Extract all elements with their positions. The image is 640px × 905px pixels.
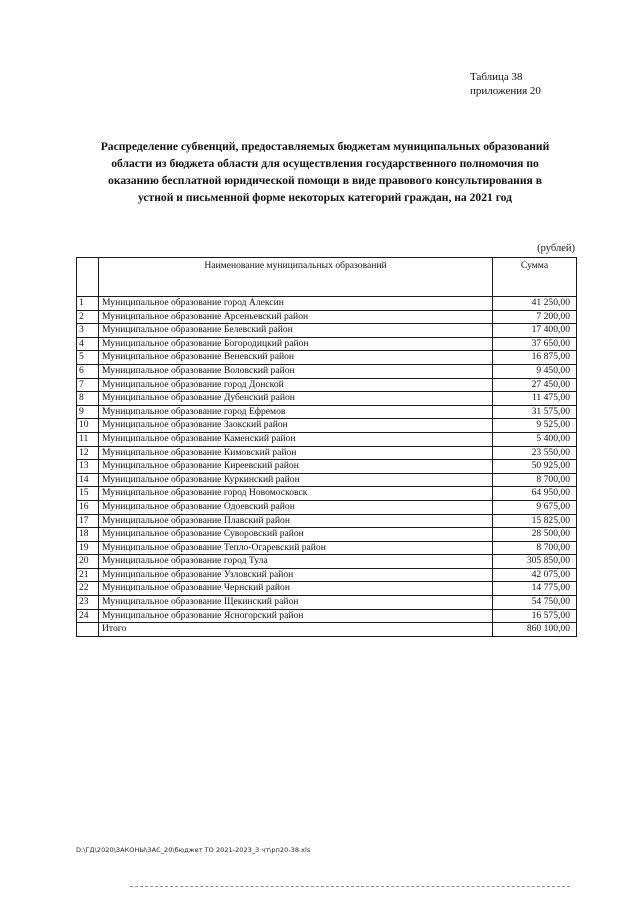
row-number: 11 (77, 432, 99, 446)
table-row (77, 392, 577, 406)
row-number: 18 (77, 528, 99, 542)
table-row (77, 473, 577, 487)
table-row (77, 310, 577, 324)
row-number: 17 (77, 514, 99, 528)
row-number: 22 (77, 582, 99, 596)
row-number: 7 (77, 378, 99, 392)
units-label: (рублей) (537, 243, 575, 254)
municipality-name: Муниципальное образование город Ефремов (99, 405, 493, 419)
amount: 27 450,00 (493, 378, 577, 392)
row-number: 4 (77, 337, 99, 351)
table-row (77, 568, 577, 582)
amount: 37 650,00 (493, 337, 577, 351)
amount: 41 250,00 (493, 297, 577, 311)
total-row (77, 623, 577, 637)
amount: 28 500,00 (493, 528, 577, 542)
annex-reference (470, 70, 570, 98)
municipality-name: Муниципальное образование Щекинский район (99, 596, 493, 610)
municipality-name: Муниципальное образование Плавский район (99, 514, 493, 528)
row-number: 5 (77, 351, 99, 365)
amount: 16 575,00 (493, 609, 577, 623)
municipality-name: Муниципальное образование Киреевский район (99, 460, 493, 474)
municipality-name: Муниципальное образование Каменский район (99, 432, 493, 446)
municipality-name: Муниципальное образование Арсеньевский район (99, 310, 493, 324)
row-number (77, 623, 99, 637)
municipality-name: Муниципальное образование Ясногорский район (99, 609, 493, 623)
amount: 860 100,00 (493, 623, 577, 637)
row-number: 21 (77, 568, 99, 582)
table-row (77, 582, 577, 596)
table-number: Таблица 38 (470, 71, 523, 83)
table-header-row (77, 258, 577, 297)
municipality-name: Муниципальное образование город Новомосковск (99, 487, 493, 501)
table-row (77, 337, 577, 351)
row-number: 13 (77, 460, 99, 474)
row-number: 19 (77, 541, 99, 555)
table-row (77, 487, 577, 501)
amount: 9 525,00 (493, 419, 577, 433)
column-header-number (77, 258, 99, 297)
municipality-name: Муниципальное образование Белевский район (99, 324, 493, 338)
table-row (77, 541, 577, 555)
table-row (77, 405, 577, 419)
municipality-name: Муниципальное образование Заокский район (99, 419, 493, 433)
table-row (77, 609, 577, 623)
row-number: 10 (77, 419, 99, 433)
column-header-name: Наименование муниципальных образований (99, 258, 493, 297)
amount: 11 475,00 (493, 392, 577, 406)
amount: 8 700,00 (493, 541, 577, 555)
municipality-name: Муниципальное образование Богородицкий район (99, 337, 493, 351)
municipality-name: Муниципальное образование Суворовский район (99, 528, 493, 542)
amount: 54 750,00 (493, 596, 577, 610)
amount: 23 550,00 (493, 446, 577, 460)
amount: 7 200,00 (493, 310, 577, 324)
row-number: 23 (77, 596, 99, 610)
amount: 50 925,00 (493, 460, 577, 474)
municipality-name: Муниципальное образование Веневский район (99, 351, 493, 365)
municipality-name: Муниципальное образование Тепло-Огаревский район (99, 541, 493, 555)
annex-number: приложения 20 (470, 85, 541, 97)
municipality-name: Муниципальное образование город Тула (99, 555, 493, 569)
table-row (77, 460, 577, 474)
amount: 42 075,00 (493, 568, 577, 582)
row-number: 2 (77, 310, 99, 324)
table-row (77, 446, 577, 460)
row-number: 16 (77, 500, 99, 514)
municipality-name: Итого (99, 623, 493, 637)
row-number: 20 (77, 555, 99, 569)
table-row (77, 351, 577, 365)
table-row (77, 555, 577, 569)
row-number: 8 (77, 392, 99, 406)
row-number: 6 (77, 364, 99, 378)
row-number: 14 (77, 473, 99, 487)
row-number: 24 (77, 609, 99, 623)
table-row (77, 419, 577, 433)
municipality-name: Муниципальное образование Воловский район (99, 364, 493, 378)
table-row (77, 432, 577, 446)
document-title (70, 138, 580, 206)
amount: 64 950,00 (493, 487, 577, 501)
title-line: Распределение субвенций, предоставляемых бюджетам муниципальных образований (100, 140, 550, 153)
amount: 16 875,00 (493, 351, 577, 365)
municipality-name: Муниципальное образование город Алексин (99, 297, 493, 311)
title-line: устной и письменной форме некоторых категорий граждан, на 2021 год (137, 191, 513, 204)
municipality-name: Муниципальное образование Чернский район (99, 582, 493, 596)
table-row (77, 324, 577, 338)
amount: 8 700,00 (493, 473, 577, 487)
amount: 305 850,00 (493, 555, 577, 569)
row-number: 15 (77, 487, 99, 501)
amount: 17 400,00 (493, 324, 577, 338)
amount: 9 450,00 (493, 364, 577, 378)
row-number: 12 (77, 446, 99, 460)
title-line: оказанию бесплатной юридической помощи в виде правового консультирования в (108, 174, 542, 187)
amount: 9 675,00 (493, 500, 577, 514)
table-body (77, 297, 577, 637)
amount: 14 775,00 (493, 582, 577, 596)
amount: 5 400,00 (493, 432, 577, 446)
municipality-name: Муниципальное образование Одоевский район (99, 500, 493, 514)
table-row (77, 596, 577, 610)
scan-artifact-line (130, 886, 570, 887)
file-path-footer: D:\ГД\2020\ЗАКОНЫ\ЗАС_20\бюджет ТО 2021-2023_3 чт\рп20-38.xls (76, 846, 311, 854)
row-number: 1 (77, 297, 99, 311)
row-number: 3 (77, 324, 99, 338)
municipality-name: Муниципальное образование Узловский район (99, 568, 493, 582)
table-row (77, 297, 577, 311)
municipality-name: Муниципальное образование город Донской (99, 378, 493, 392)
municipality-name: Муниципальное образование Кимовский район (99, 446, 493, 460)
title-line: области из бюджета области для осуществления государственного полномочия по (111, 157, 539, 170)
table-row (77, 364, 577, 378)
amount: 15 825,00 (493, 514, 577, 528)
amount: 31 575,00 (493, 405, 577, 419)
subvention-table (76, 257, 577, 637)
municipality-name: Муниципальное образование Дубенский район (99, 392, 493, 406)
table-row (77, 500, 577, 514)
table-row (77, 514, 577, 528)
column-header-sum: Сумма (493, 258, 577, 297)
row-number: 9 (77, 405, 99, 419)
municipality-name: Муниципальное образование Куркинский район (99, 473, 493, 487)
table-row (77, 528, 577, 542)
table-row (77, 378, 577, 392)
